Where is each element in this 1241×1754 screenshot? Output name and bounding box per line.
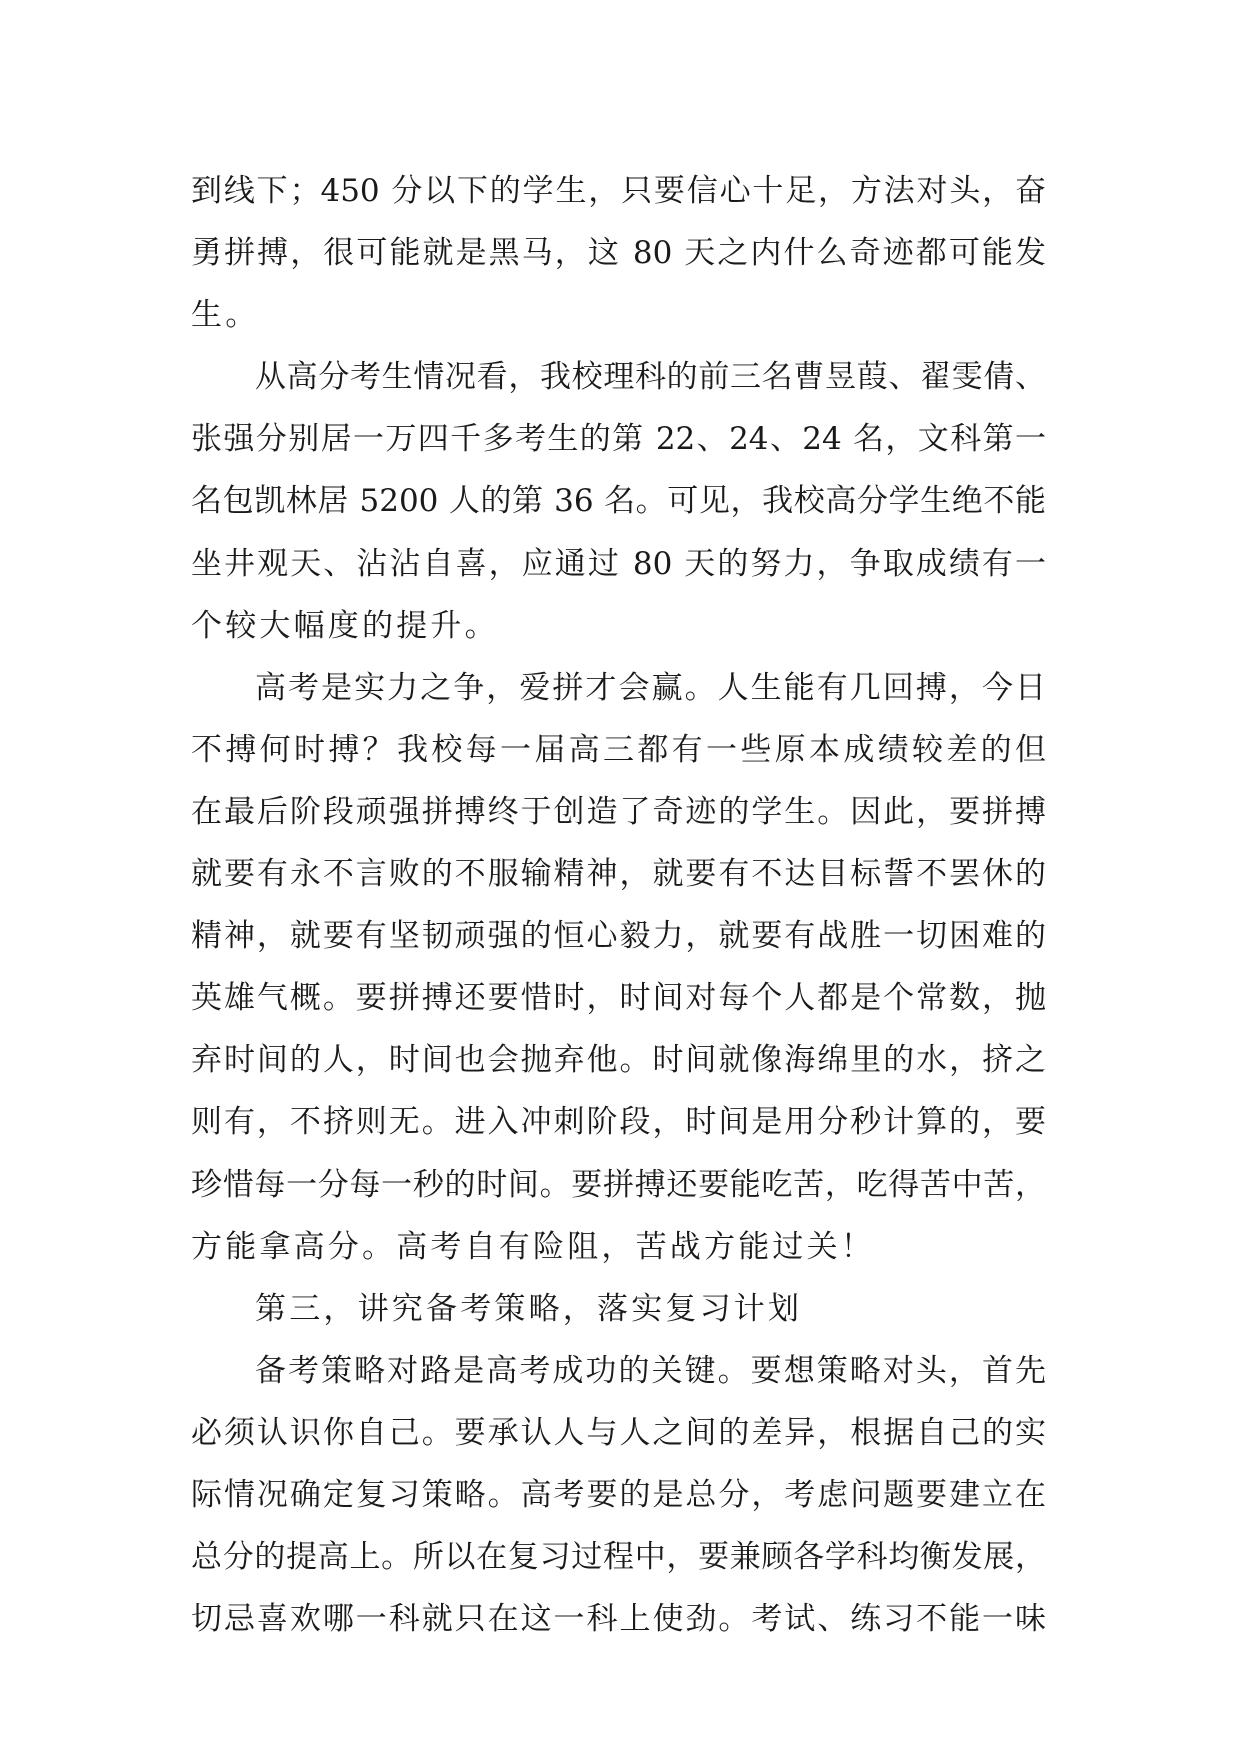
text-line: 必须认识你自己。要承认人与人之间的差异，根据自己的实 xyxy=(191,1414,1046,1451)
text-line: 高考是实力之争，爱拼才会赢。人生能有几回搏，今日 xyxy=(255,669,1046,706)
text-line: 第三，讲究备考策略，落实复习计划 xyxy=(255,1290,803,1327)
text-line: 不搏何时搏？我校每一届高三都有一些原本成绩较差的但 xyxy=(191,731,1046,768)
text-line: 精神，就要有坚韧顽强的恒心毅力，就要有战胜一切困难的 xyxy=(191,918,1046,955)
text-line: 生。 xyxy=(191,297,260,334)
text-line: 勇拼搏，很可能就是黑马，这 80 天之内什么奇迹都可能发 xyxy=(191,235,1046,272)
text-line: 从高分考生情况看，我校理科的前三名曹昱葭、翟雯倩、 xyxy=(255,359,1046,396)
text-line: 则有，不挤则无。进入冲刺阶段，时间是用分秒计算的，要 xyxy=(191,1104,1046,1141)
body-text xyxy=(191,160,1046,1650)
text-line: 英雄气概。要拼搏还要惜时，时间对每个人都是个常数，抛 xyxy=(191,980,1046,1017)
text-line: 弃时间的人，时间也会抛弃他。时间就像海绵里的水，挤之 xyxy=(191,1042,1046,1079)
text-line: 坐井观天、沾沾自喜，应通过 80 天的努力，争取成绩有一 xyxy=(191,545,1046,582)
text-line: 就要有永不言败的不服输精神，就要有不达目标誓不罢休的 xyxy=(191,856,1046,893)
text-line: 际情况确定复习策略。高考要的是总分，考虑问题要建立在 xyxy=(191,1476,1046,1513)
text-line: 方能拿高分。高考自有险阻，苦战方能过关！ xyxy=(191,1228,875,1265)
text-line: 总分的提高上。所以在复习过程中，要兼顾各学科均衡发展， xyxy=(191,1539,1046,1576)
text-line: 张强分别居一万四千多考生的第 22、24、24 名，文科第一 xyxy=(191,421,1046,458)
text-line: 备考策略对路是高考成功的关键。要想策略对头，首先 xyxy=(255,1352,1046,1389)
text-line: 个较大幅度的提升。 xyxy=(191,607,499,644)
text-line: 珍惜每一分每一秒的时间。要拼搏还要能吃苦，吃得苦中苦， xyxy=(191,1166,1046,1203)
text-line: 切忌喜欢哪一科就只在这一科上使劲。考试、练习不能一味 xyxy=(191,1601,1046,1638)
text-line: 名包凯林居 5200 人的第 36 名。可见，我校高分学生绝不能 xyxy=(191,483,1046,520)
text-line: 到线下；450 分以下的学生，只要信心十足，方法对头，奋 xyxy=(191,173,1046,209)
text-line: 在最后阶段顽强拼搏终于创造了奇迹的学生。因此，要拼搏 xyxy=(191,793,1046,830)
